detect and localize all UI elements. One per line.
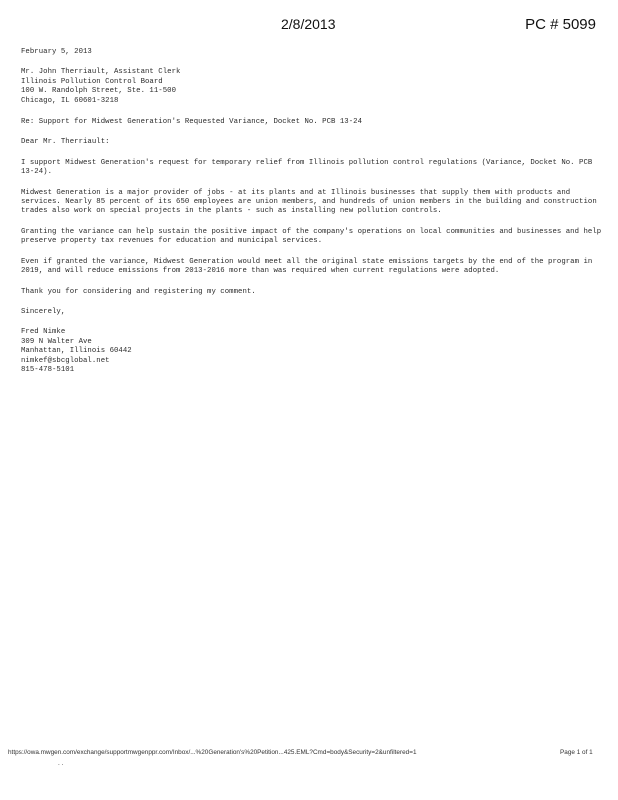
signature-name: Fred Nimke	[21, 328, 66, 337]
source-url: https://owa.mwgen.com/exchange/supportmwgenppr.com/Inbox/...%20Generation's%20Petition...425.EML?Cmd=body&Security=2&unfiltered=1	[8, 749, 417, 756]
recipient-line: Illinois Pollution Control Board	[21, 77, 163, 86]
page-indicator: Page 1 of 1	[560, 749, 593, 756]
letter-body	[21, 48, 606, 375]
footer-marks: . .	[58, 760, 64, 767]
recipient-line: Chicago, IL 60601-3218	[21, 96, 119, 105]
salutation: Dear Mr. Therriault:	[21, 138, 110, 147]
received-date-stamp: 2/8/2013	[281, 16, 336, 32]
body-paragraph: I support Midwest Generation's request for temporary relief from Illinois pollution control regulations (Variance, Docket No. PCB 13-24).	[21, 158, 593, 177]
recipient-line: 100 W. Randolph Street, Ste. 11-500	[21, 87, 177, 96]
body-paragraph: Granting the variance can help sustain the positive impact of the company's operations on local communities and businesses and help preserve property tax revenues for education and municipal services.	[21, 227, 602, 246]
closing: Sincerely,	[21, 307, 66, 316]
signature-line: 309 N Walter Ave	[21, 337, 92, 346]
body-paragraph: Thank you for considering and registering my comment.	[21, 287, 256, 296]
signature-email: nimkef@sbcglobal.net	[21, 356, 110, 365]
signature-line: Manhattan, Illinois 60442	[21, 347, 132, 356]
body-paragraph: Midwest Generation is a major provider of jobs - at its plants and at Illinois businesses that supply them with products and services. Nearly 85 percent of its 650 employees are union members, and hundreds of union members in the building and construction trades also work on special projects in the plants - such as installing new pollution controls.	[21, 188, 597, 216]
public-comment-number: PC # 5099	[525, 16, 596, 33]
recipient-address	[21, 68, 606, 106]
subject-line: Re: Support for Midwest Generation's Requested Variance, Docket No. PCB 13-24	[21, 118, 363, 127]
recipient-line: Mr. John Therriault, Assistant Clerk	[21, 68, 181, 77]
letter-date: February 5, 2013	[21, 48, 92, 56]
signature-block	[21, 328, 606, 375]
signature-phone: 815-478-5101	[21, 365, 75, 374]
body-paragraph: Even if granted the variance, Midwest Generation would meet all the original state emissions targets by the end of the program in 2019, and will reduce emissions from 2013-2016 more than was required when current regulations were adopted.	[21, 257, 593, 276]
